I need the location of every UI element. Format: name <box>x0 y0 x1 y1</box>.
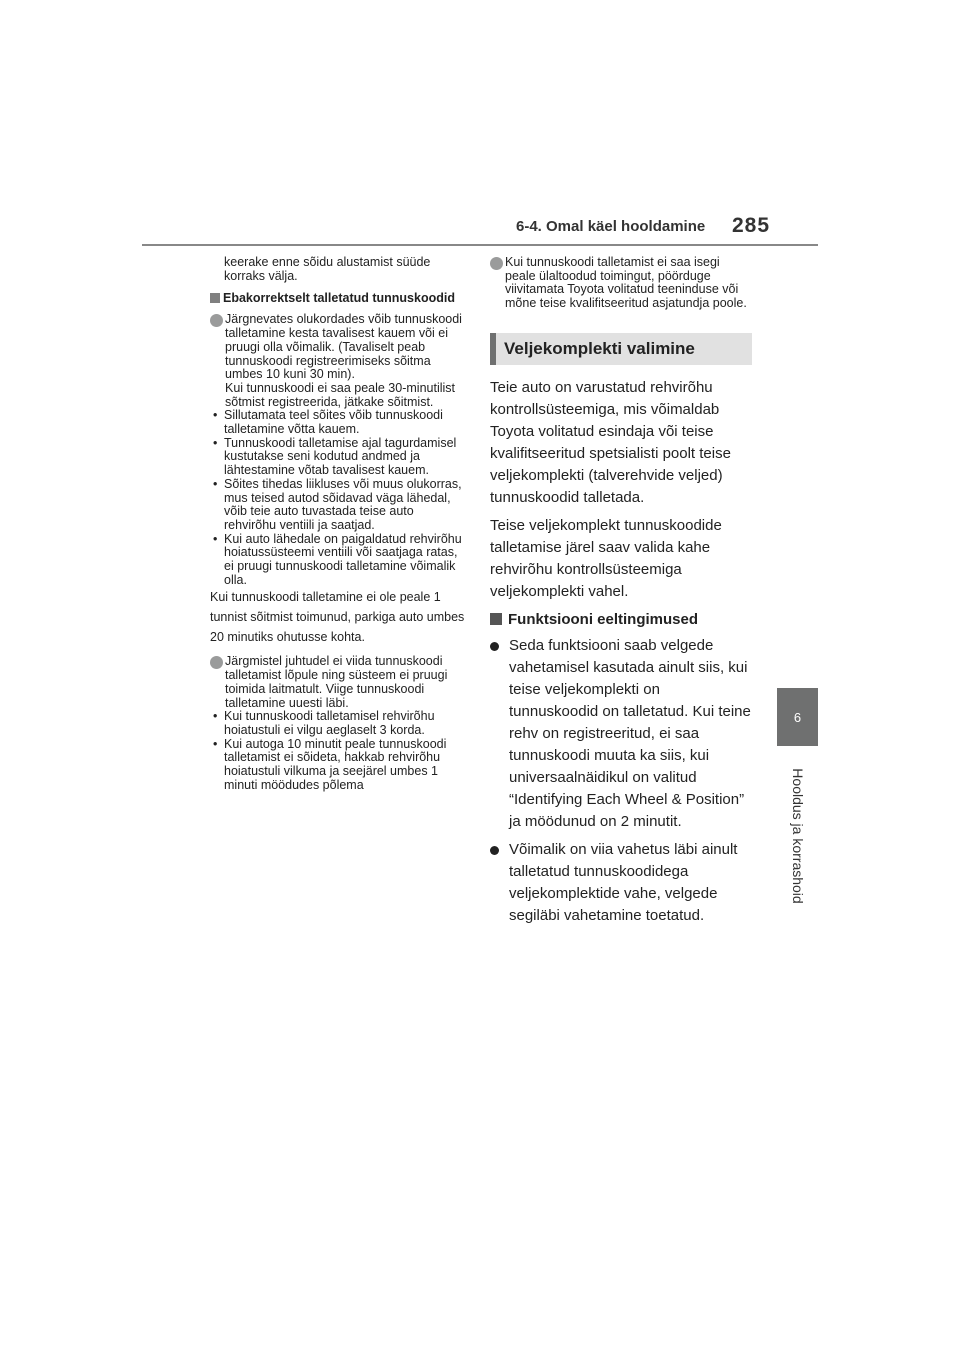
intro-text: keerake enne sõidu alustamist süüde korraks välja. <box>224 255 431 283</box>
chapter-number: 6 <box>793 709 802 725</box>
circle-bullet-icon <box>210 314 223 327</box>
bullet-2 <box>210 655 468 710</box>
dot-bullet-icon <box>490 846 499 855</box>
header-rule <box>142 244 818 246</box>
circle-bullet-icon <box>210 656 223 669</box>
top-bullet-text: Kui tunnuskoodi talletamist ei saa isegi peale ülaltoodud toimingut, pöörduge viivitamata Toyota volitatud teeninduse või mõne teise kvalifitseeritud asjatundja poole. <box>505 255 747 311</box>
subheading <box>490 609 752 631</box>
section-heading-bar <box>490 333 752 365</box>
feature-bullet-1 <box>490 635 752 833</box>
bullet-1 <box>210 313 468 409</box>
paragraph-2: Teise veljekomplekt tunnuskoodide talletamise järel saav valida kahe rehvirõhu kontrollsüsteemiga veljekomplekti vahel. <box>490 516 722 600</box>
top-bullet <box>490 256 752 311</box>
bullet-1-extra: Kui tunnuskoodi ei saa peale 30-minutilist sõtmist registreerida, jätkake sõitmist. <box>225 380 455 409</box>
page-number: 285 <box>732 214 771 237</box>
right-column <box>490 256 752 927</box>
bullet-2-text: Järgmistel juhtudel ei viida tunnuskoodi talletamist lõpule ning süsteem ei pruugi toimida laitmatult. Viige tunnuskoodi talletamine uuesti läbi. <box>225 654 448 710</box>
feature-bullet-2-text: Võimalik on viia vahetus läbi ainult talletatud tunnuskoodidega veljekomplektide vahe, velgede segiläbi vahetamine toetatud. <box>509 840 738 924</box>
circle-bullet-icon <box>490 257 503 270</box>
dot-bullet-icon <box>490 642 499 651</box>
list-item: • Sõites tihedas liikluses või muus olukorras, mus teised autod sõidavad väga lähedal, võib teie auto tuvastada teise auto rehvirõhu ventiili ja saatjad. <box>210 478 468 533</box>
feature-bullet-2 <box>490 839 752 927</box>
left-heading-text: Ebakorrektselt talletatud tunnuskoodid <box>223 291 455 306</box>
bullet-1-text: Järgnevates olukordades võib tunnuskoodi talletamine kesta tavalisest kauem või ei pruugi olla võimalik. (Tavaliselt peab tunnuskoodi registreerimiseks sõitma umbes 10 kuni 30 min). <box>225 312 462 382</box>
chapter-tab <box>777 688 818 746</box>
bullet-2-list <box>210 710 468 792</box>
plain-paragraph: Kui tunnuskoodi talletamine ei ole peale 1 tunnist sõitmist toimunud, parkiga auto umbes 20 minutiks ohutusse kohta. <box>210 590 465 645</box>
section-heading: Veljekomplekti valimine <box>504 338 695 358</box>
left-column <box>210 256 468 793</box>
chapter-side-label: Hooldus ja korrashoid <box>790 768 806 904</box>
list-item: • Sillutamata teel sõites võib tunnuskoodi talletamine võtta kauem. <box>210 409 468 436</box>
square-bullet-icon <box>210 293 220 303</box>
square-bullet-icon <box>490 613 502 625</box>
list-item: • Kui auto lähedale on paigaldatud rehvirõhu hoiatussüsteemi ventiili või saatjaga ratas, ei pruugi tunnuskoodi talletamine võimalik olla. <box>210 533 468 588</box>
paragraph-1: Teie auto on varustatud rehvirõhu kontrollsüsteemiga, mis võimaldab Toyota volitatud esindaja või teise kvalifitseeritud spetsialisti poolt teise veljekomplekti (talverehvide veljed) tunnuskoodid talletada. <box>490 378 731 506</box>
bullet-1-list <box>210 409 468 587</box>
subheading-text: Funktsiooni eeltingimused <box>508 610 699 628</box>
feature-bullet-1-text: Seda funktsiooni saab velgede vahetamisel kasutada ainult siis, kui teise veljekomplekti on tunnuskoodid on talletatud. Kui teine rehv on registreeritud, ei saa tunnuskoodi muuta ka siis, kui universaalnäidikul on valitud “Identifying Each Wheel & Position” ja möödunud on 2 minutit. <box>509 636 751 830</box>
list-item: • Tunnuskoodi talletamise ajal tagurdamisel kustutakse seni kodutud andmed ja lähtestamine võtab tavalisest kauem. <box>210 437 468 478</box>
left-heading <box>210 291 468 305</box>
list-item: • Kui tunnuskoodi talletamisel rehvirõhu hoiatustuli ei vilgu aeglaselt 3 korda. <box>210 710 468 737</box>
bullet-1-content <box>225 313 468 409</box>
list-item: • Kui autoga 10 minutit peale tunnuskoodi talletamist ei sõideta, hakkab rehvirõhu hoiatustuli vilkuma ja seejärel umbes 1 minuti möödudes põlema <box>210 738 468 793</box>
section-title: 6-4. Omal käel hooldamine <box>516 218 706 235</box>
